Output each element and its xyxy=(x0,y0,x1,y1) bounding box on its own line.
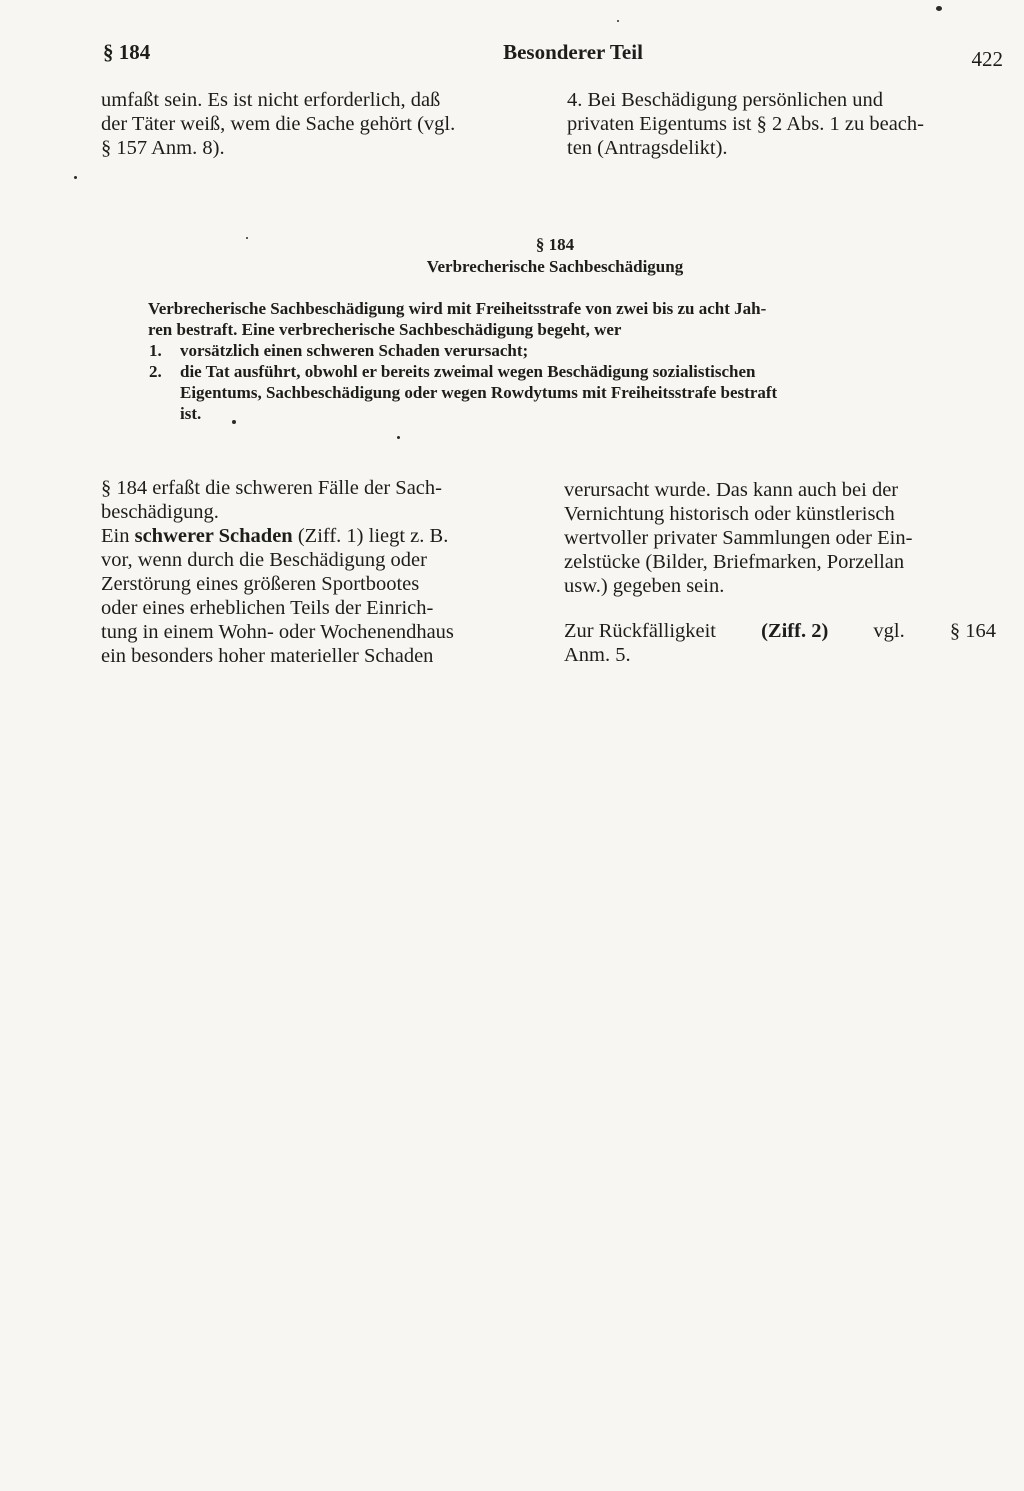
text-line xyxy=(564,619,996,643)
text-line: der Täter weiß, wem die Sache gehört (vgl. xyxy=(101,113,456,135)
text-line: beschädigung. xyxy=(101,501,219,523)
text-line: wertvoller privater Sammlungen oder Ein- xyxy=(564,527,913,549)
paragraph-gap xyxy=(564,598,996,619)
text-span: Ein xyxy=(101,525,130,547)
section-title: Verbrecherische Sachbeschädigung xyxy=(426,257,684,276)
bold-term: schwerer Schaden xyxy=(134,525,293,547)
text-line xyxy=(101,524,536,548)
page-number: 422 xyxy=(971,47,1003,71)
scan-speck xyxy=(617,20,619,22)
statute-line: ist. xyxy=(180,404,202,423)
statute-line: die Tat ausführt, obwohl er bereits zweimal wegen Beschädigung sozialistischen xyxy=(180,362,756,381)
text-line: Vernichtung historisch oder künstlerisch xyxy=(564,503,895,525)
text-line: vor, wenn durch die Beschädigung oder xyxy=(101,549,427,571)
scan-speck xyxy=(232,420,236,424)
statute-item xyxy=(148,340,958,361)
text-line: § 184 erfaßt die schweren Fälle der Sach- xyxy=(101,477,442,499)
text-span: Zur Rückfälligkeit xyxy=(564,620,716,642)
text-line: usw.) gegeben sein. xyxy=(564,575,725,597)
text-line: ein besonders hoher materieller Schaden xyxy=(101,645,434,667)
statute-text xyxy=(148,298,958,424)
top-left-column xyxy=(101,88,543,160)
text-line: Anm. 5. xyxy=(564,644,631,666)
text-line: 4. Bei Beschädigung persönlichen und xyxy=(567,89,883,111)
text-line: oder eines erheblichen Teils der Einrich- xyxy=(101,597,434,619)
section-number: § 184 xyxy=(535,235,575,254)
top-right-column xyxy=(567,88,1001,160)
commentary-left-column xyxy=(101,476,536,668)
scan-speck xyxy=(246,237,248,239)
statute-line: Eigentums, Sachbeschädigung oder wegen Rowdytums mit Freiheitsstrafe bestraft xyxy=(180,383,778,402)
text-line: ten (Antragsdelikt). xyxy=(567,137,728,159)
text-line: tung in einem Wohn- oder Wochenendhaus xyxy=(101,621,454,643)
text-line: Zerstörung eines größeren Sportbootes xyxy=(101,573,420,595)
text-line: privaten Eigentums ist § 2 Abs. 1 zu beach- xyxy=(567,113,924,135)
statute-line: ren bestraft. Eine verbrecherische Sachbeschädigung begeht, wer xyxy=(148,320,622,339)
text-line: verursacht wurde. Das kann auch bei der xyxy=(564,479,899,501)
page-header xyxy=(103,38,1003,72)
scan-speck xyxy=(936,6,942,11)
item-number: 2. xyxy=(149,362,162,381)
text-line: § 157 Anm. 8). xyxy=(101,137,225,159)
scan-speck xyxy=(397,436,400,439)
bold-term: (Ziff. 2) xyxy=(761,620,829,642)
statute-item xyxy=(148,361,958,424)
statute-line: Verbrecherische Sachbeschädigung wird mit Freiheitsstrafe von zwei bis zu acht Jah- xyxy=(148,299,767,318)
text-line: umfaßt sein. Es ist nicht erforderlich, daß xyxy=(101,89,441,111)
header-section-number: § 184 xyxy=(103,40,151,64)
scan-speck xyxy=(74,176,77,179)
text-span: (Ziff. 1) liegt z. B. xyxy=(297,525,449,547)
text-span: vgl. xyxy=(873,620,905,642)
text-span: § 164 xyxy=(949,620,996,642)
item-number: 1. xyxy=(149,341,162,360)
header-title: Besonderer Teil xyxy=(503,40,643,64)
text-line: zelstücke (Bilder, Briefmarken, Porzellan xyxy=(564,551,905,573)
statute-line: vorsätzlich einen schweren Schaden verursacht; xyxy=(180,341,529,360)
commentary-right-column xyxy=(564,478,996,667)
